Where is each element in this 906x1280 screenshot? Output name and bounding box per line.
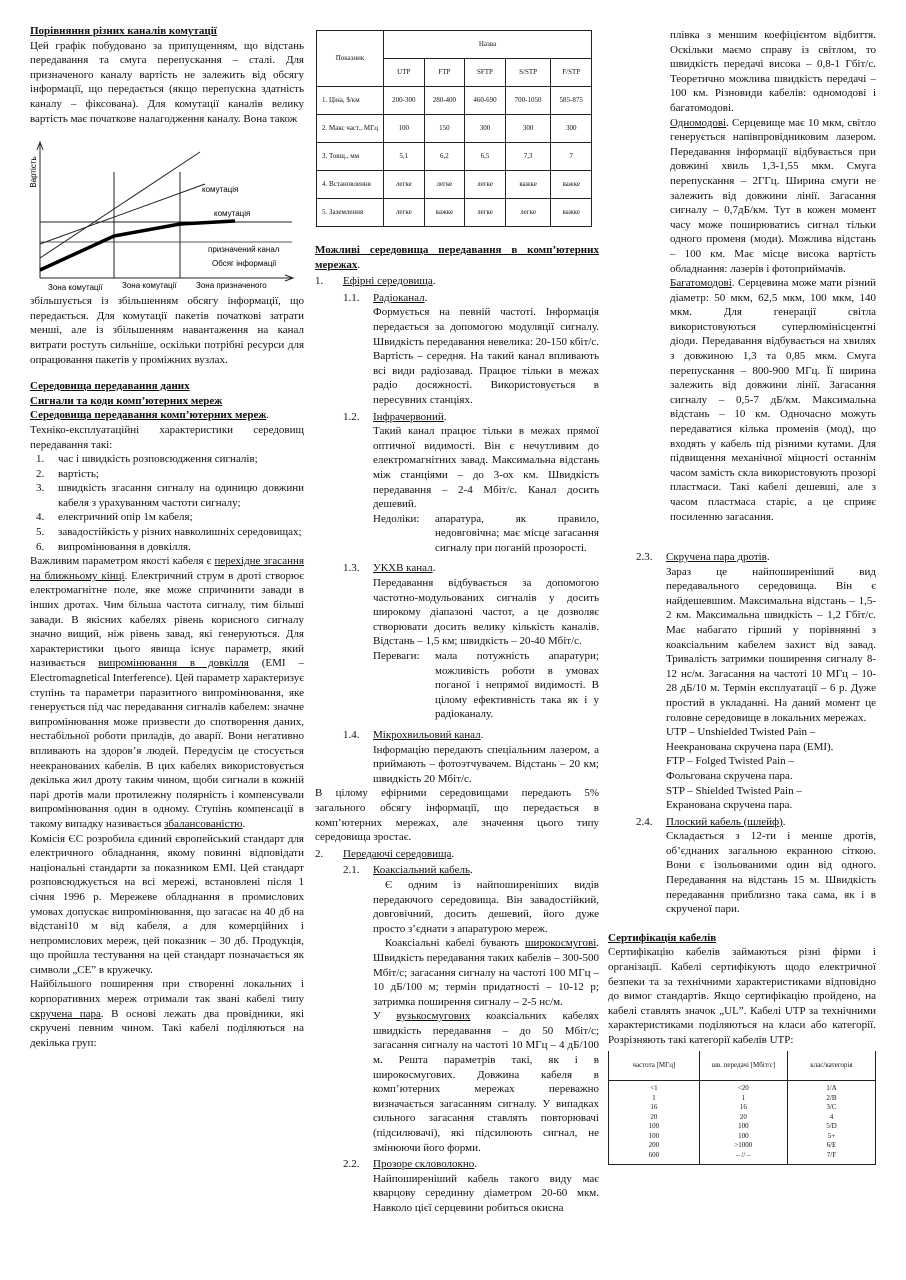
- vhf-advantages: Переваги: мала потужність апаратури; можливість роботи в умовах поганої і непрямої видимості. В цілому ефективність така як і у радіоканалу.: [373, 650, 599, 721]
- column-1: [30, 24, 304, 1050]
- table1-row-label: 4. Встановлення: [317, 171, 384, 199]
- t2-speed-value: <20: [737, 1084, 749, 1093]
- graph-zone-1: Зона комутації: [48, 283, 103, 293]
- table1-cell: 5,1: [384, 143, 425, 171]
- t2-freq-value: 600: [648, 1150, 660, 1159]
- table1-header-name: Назва: [384, 31, 592, 59]
- t2-cls-value: 2/B: [826, 1093, 837, 1102]
- minimum-cost-curve: [40, 221, 235, 270]
- section-1: 1. Ефірні середовища .: [315, 275, 436, 288]
- table1-cell: 300: [465, 115, 506, 143]
- table-row: [317, 143, 592, 171]
- t2-cls-value: 6/E: [826, 1141, 837, 1150]
- t2-cls-value: 7/F: [826, 1150, 837, 1159]
- characteristic-item: 2. вартість;: [36, 467, 99, 480]
- microwave-body: Інформацію передають спеціальним лазером, а приймають – фотоэтчувачем. Відстань – 20 км; швидкість 20 Мбіт/с.: [373, 743, 599, 785]
- heading-network-media: Середовища передавання комп’ютерних мереж.: [30, 409, 270, 422]
- t2-freq-value: 100: [648, 1131, 660, 1140]
- graph-label-dedicated: призначений канал: [208, 245, 280, 255]
- table1-cell: легке: [505, 199, 551, 227]
- fiber-cont: плівка з меншим коефіцієнтом відбиття. Оскільки маємо справу із світлом, то швидкість передачі висока – 0,8-1 Гбіт/с. Теоретично можлива швидкість передачі – 100 км. Різновиди кабелів: одномодові і багатомодові.: [670, 29, 876, 114]
- subsection-1-2: 1.2. Інфрачервоний .: [343, 410, 447, 423]
- radio-body: Формується на певній частоті. Інформація передається за допомогою модуляції сигналу. Швидкість передавання невелика: 20-150 кбіт/с. Вартість – середня. На такий канал впливають всі види радіозавад. Працює тільки в межах радіо досяжності. Використовується в пересувних станціях.: [373, 306, 599, 406]
- subsection-2-4: 2.4. Плоский кабель (шлейф) .: [636, 815, 786, 828]
- t2-freq-value: 100: [648, 1122, 660, 1131]
- graph-ylabel: Вартість: [29, 156, 38, 188]
- utp-def: UTP – Unshielded Twisted Pain – Неекранована скручена пара (EMI).: [666, 726, 834, 753]
- utp-categories-table: [608, 1051, 876, 1166]
- paragraph-ether-summary: В цілому ефірними середовищами передають 5% загального обсягу інформації, що передається в комп’ютерних мережах, але значення цього типу середовища зростає.: [315, 787, 599, 844]
- t2-cls-value: 3/C: [826, 1103, 837, 1112]
- table1-cell: 150: [424, 115, 465, 143]
- subsection-2-3: 2.3. Скручена пара дротів .: [636, 551, 770, 563]
- table1-cell: легке: [424, 171, 465, 199]
- section-2: 2. Передаючі середовища .: [315, 847, 455, 860]
- table1-header-param: Показник: [317, 31, 384, 87]
- paragraph-intro: Цей графік побудовано за припущенням, що відстань передавання та смуга перепускання – сталі. Для призначеного каналу вартість не залежить від обсягу інформації, що передається (якщо перепускна здатність каналу – фіксована). Для комутації каналів велику вартість має початкове налагодження каналу. Вона також: [30, 39, 304, 125]
- table1-cell: 6,5: [465, 143, 506, 171]
- infrared-disadvantages: Недоліки: апаратура, як правило, недовговічна; має місце загасання сигналу при поганій прозорості.: [373, 512, 599, 554]
- characteristic-item: 5. завадостійкість у різних навколишніх середовищах;: [36, 526, 302, 539]
- table1-cell: важке: [551, 171, 592, 199]
- paragraph-ec-standard: Комісія ЄС розробила єдиний європейський стандарт для електричного обладнання, якому повинні відповідати національні стандарти за показником EMI. Цей стандарт розповсюджується на всі мережі, встановлені після 1 січня 1996 р. Мережеве обладнання в промислових умовах допускає випромінювання, що загасає на 40 дб на відстані10 м від кабеля, а для комерційних і непромислових мереж, цей показник – 30 дб. Продукція, що пройшла тестування на цей стандарт позначається як символи „CE” в кружечку.: [30, 832, 304, 976]
- subsection-1-1: 1.1. Радіоканал .: [343, 291, 428, 304]
- table1-cell: важке: [424, 199, 465, 227]
- column-2: [315, 30, 599, 1216]
- multimode-para: Багатомодові. Серцевина може мати різний діаметр: 50 мкм, 62,5 мкм, 100 мкм, 140 мкм. Для генерації світла використовуються суперлюмінісцентні діоди. Передавання відбувається на хвилях з довжиною 1,3 та 0,85 мкм. Смуга перепускання – 800-900 МГц. Її ширина залежить від довжини лінії. Загасання сигналу – 0,5-7 дБ/км. Максимальна відстань – 10 км. Одночасно можуть передаватися кілька променів (мод), що входять у кабель під різними кутами. Для підвищення механічної міцності останнім часом замість скла використовують прозорі пластмаси. Такі кабелі дешевші, але з часом пластмаса старіє, а це сприяє посиленню загасання.: [670, 277, 876, 523]
- paragraph-chars-intro: Техніко-експлуатаційні характеристики середовищ передавання такі:: [30, 423, 304, 451]
- table1-cell: 280-400: [424, 87, 465, 115]
- table1-cell: легке: [384, 171, 425, 199]
- t2-freq-value: 16: [650, 1103, 658, 1112]
- table1-type-header: FTP: [424, 59, 465, 87]
- t2-header-class: клас/категорія: [787, 1051, 875, 1081]
- table1-type-header: UTP: [384, 59, 425, 87]
- graph-zone-3: Зона призначеного: [196, 281, 267, 291]
- table1-cell: 6,2: [424, 143, 465, 171]
- table1-cell: 100: [384, 115, 425, 143]
- t2-cls-value: 5/D: [826, 1122, 837, 1131]
- t2-freq-cell: [609, 1081, 700, 1165]
- table1-cell: 300: [505, 115, 551, 143]
- table1-row-label: 1. Ціна, $/км: [317, 87, 384, 115]
- heading-possible-media: Можливі середовища передавання в комп’ютерних мережах.: [315, 244, 599, 271]
- table1-type-header: F/STP: [551, 59, 592, 87]
- t2-header-speed: шв. передачі [Мбіт/с]: [699, 1051, 787, 1081]
- table1-cell: 200-300: [384, 87, 425, 115]
- stp-def: STP – Shielded Twisted Pain – Екранована скручена пара.: [666, 784, 802, 812]
- graph-label-switching-2: комутація: [214, 209, 251, 219]
- section-title-channels: Порівняння різних каналів комутації: [30, 25, 217, 37]
- column-3: [670, 28, 876, 524]
- twisted-body: Зараз це найпоширеніший вид передавального середовища. Він є найдешевшим. Максимальна відстань – 1,5-2 км. Максимальна швидкість – 1,2 Гбіт/с. Має набагато гірший у порівнянні з коаксіальним кабелем захист від завад. Тривалість затримки поширення сигналу 8-12 нс/м. Загасання на частоті 10 МГц – 10-28 дБ/10 м. Термін експлуатації – 6 р. Дуже простий в укладанні. На даний момент це головне середовище в локальних мережах.: [666, 565, 876, 724]
- characteristic-item: 6. випромінювання в довкілля.: [36, 540, 191, 553]
- table1-row-label: 2. Макс част., МГц: [317, 115, 384, 143]
- t2-speed-value: – // –: [736, 1150, 751, 1159]
- table1-cell: важке: [551, 199, 592, 227]
- coax-body: Є одним із найпоширеніших видів передаючого середовища. Він завадостійкий, довговічний, досить дешевий, його дуже просто з’єднати з апаратурою мереж.: [373, 878, 599, 935]
- ftp-def: FTP – Folged Twisted Pain – Фольгована скручена пара.: [666, 755, 794, 782]
- t2-speed-cell: [699, 1081, 787, 1165]
- t2-freq-value: <1: [650, 1084, 658, 1093]
- table-row: [317, 171, 592, 199]
- table1-cell: 585-875: [551, 87, 592, 115]
- table1-cell: легке: [384, 199, 425, 227]
- table1-cell: 700-1050: [505, 87, 551, 115]
- paragraph-after-graph: збільшується із збільшенням обсягу інформації, що передається. Для комутації пакетів початкові затрати менші, але із збільшенням навантаження на канал витрати ростуть сильніше, оскільки потрібні ресурси для опрацювання пакетів у проміжних вузлах.: [30, 295, 304, 366]
- table1-row-label: 3. Товщ., мм: [317, 143, 384, 171]
- table1-cell: 300: [551, 115, 592, 143]
- table1-cell: важке: [505, 171, 551, 199]
- table-row: [317, 115, 592, 143]
- characteristic-item: 4. електричний опір 1м кабеля;: [36, 511, 193, 524]
- table1-type-header: SFTP: [465, 59, 506, 87]
- table1-cell: 7,3: [505, 143, 551, 171]
- t2-cls-value: 4: [829, 1112, 834, 1121]
- table-row: [317, 87, 592, 115]
- t2-speed-value: 20: [739, 1112, 747, 1121]
- table1-cell: 460-690: [465, 87, 506, 115]
- subsection-2-2: 2.2. Прозоре скловолокно .: [343, 1158, 478, 1171]
- t2-freq-value: 1: [652, 1093, 656, 1102]
- table1-type-header: S/STP: [505, 59, 551, 87]
- table1-cell: легке: [465, 199, 506, 227]
- vhf-body: Передавання відбувається за допомогою частотно-модульованих сигналів у досить широкому діапазоні частот, а це дозволяє створювати досить велику кількість каналів. Відстань – 1,5 км; швидкість – 20-40 Мбіт/с.: [373, 577, 599, 648]
- cable-comparison-table: [316, 30, 592, 227]
- subsection-2-1: 2.1. Коаксіальний кабель .: [343, 864, 473, 877]
- t2-speed-value: >1000: [734, 1141, 753, 1150]
- subsection-1-4: 1.4. Мікрохвильовий канал .: [343, 729, 484, 741]
- column-3-lower: [608, 548, 876, 1165]
- paragraph-twisted-pair: Найбільшого поширення при створенні локальних і корпоративних мереж отримали так звані кабелі типу скручена пара. В основі лежать два провідники, які скручені певним чином. Такі кабелі поділяються на декілька груп:: [30, 978, 305, 1049]
- cost-graph: [30, 132, 304, 292]
- characteristics-list: [30, 452, 304, 554]
- characteristic-item: 3. швидкість згасання сигналу на одиницю довжини кабеля з урахуванням частоти сигналу;: [36, 482, 304, 509]
- heading-media: Середовища передавання даних: [30, 380, 190, 393]
- coax-broadband: Коаксіальні кабелі бувають широкосмугові. Швидкість передавання таких кабелів – 300-500 Мбіт/с; загасання сигналу на частоті 100 МГц – 10 дБ/100 м; термін придатності – 10-12 р; затримка поширення сигналу – 2-5 нс/м.: [373, 937, 599, 1008]
- infrared-body: Такий канал працює тільки в межах прямої оптичної видимості. Він є нечутливим до електромагнітних завад. Максимальна відстань між станціями – до 3-ох км. Швидкість передавання – 2-4 Мбіт/с. Канал досить дешевий.: [373, 425, 599, 511]
- t2-class-cell: [787, 1081, 875, 1165]
- t2-freq-value: 20: [650, 1112, 658, 1121]
- characteristic-item: 1. час і швидкість розповсюдження сигналів;: [36, 453, 258, 466]
- subsection-1-3: 1.3. УКХВ канал .: [343, 562, 436, 575]
- t2-speed-value: 100: [738, 1122, 749, 1131]
- table-row: [317, 199, 592, 227]
- table1-cell: легке: [465, 171, 506, 199]
- t2-freq-value: 200: [648, 1141, 660, 1150]
- t2-cls-value: 1/A: [826, 1084, 837, 1093]
- graph-label-volume: Обсяг інформації: [212, 259, 277, 269]
- t2-speed-value: 1: [741, 1093, 746, 1102]
- t2-speed-value: 16: [739, 1103, 747, 1112]
- graph-label-switching-1: комутація: [202, 185, 239, 195]
- t2-speed-value: 100: [738, 1131, 749, 1140]
- coax-narrowband: У вузькосмугових коаксіальних кабелях швидкість передавання – до 50 Мбіт/с; загасання сигналу на частоті 10 МГц – 4 дБ/100 м. Решта параметрів такі, як і в широкосмугових. Довжина кабеля в комп’ютерних мережах переважно визначається загасанням сигналу. У випадках сильного загасання ставлять повторювачі (підсилювачі), які підсилюють сигнал, не змінюючи його форми.: [373, 1010, 599, 1154]
- certification-body: Сертифікацію кабелів займаються різні фірми і організації. Кабелі сертифікують щодо електричної безпеки та за технічними характеристиками відповідно до вимог стандартів. Якщо сертифікацію пройдено, на кабелі ставлять значок „UL”. Кабелі UTP за технічними характеристиками поділяються на класи або категорії. Розрізняють такі категорії кабелів UTP:: [608, 946, 876, 1046]
- heading-signals: Сигнали та коди комп’ютерних мереж: [30, 394, 223, 407]
- graph-zone-2: Зона комутації: [122, 281, 177, 291]
- paragraph-crosstalk: Важливим параметром якості кабеля є перехідне згасання на ближньому кінці. Електричний струм в дроті створює електромагнітне поле, яке може спричинити завади в інших дротах. Чим більша частота сигналу, тим більші завади. В якісних кабелях рівень корисного сигналу значно вищий, ніж рівень завад, які генеруються. Для характеристики цього явища існує параметр, який називається випромінювання в довкілля (EMI – Electromagnetical Interference). Цей параметр характеризує ступінь та параметри паразитного випромінювання, яке генерується під час передавання сигналів кабелем: значне випромінювання може призвести до спотворення даних, нестабільної роботи приладів, до аварії. Вони негативно впливають на здоров’я людей. Передусім це стосується неекранованих кабелів. В цих кабелях використовується декілька жил дроту таким чином, щоби сигнали в кожній парі дротів мали протилежну полярність і компенсували випромінювання один в одному. Ступінь компенсації в такому випадку називається збалансованістю.: [30, 555, 305, 830]
- t2-cls-value: 5+: [827, 1131, 836, 1140]
- flat-cable-body: Складається з 12-ти і менше дротів, об’єднаних загальною екранною сіткою. Вони є ізольованими один від одного. Передавання на відстань 15 м. Швидкість передавання приблизно така сама, як і в скрученої пари.: [666, 830, 876, 916]
- table1-row-label: 5. Заземлення: [317, 199, 384, 227]
- heading-certification: Сертифікація кабелів: [608, 931, 717, 944]
- t2-header-freq: частота [МГц]: [609, 1051, 700, 1081]
- fiber-body: Найпоширеніший кабель такого виду має кварцову серединну діаметром 20-60 мкм. Навколо цієї серцевини робиться окисна: [373, 1172, 599, 1214]
- monomode-para: Одномодові. Серцевище має 10 мкм, світло генерується напівпровідниковим лазером. Передавання інформації відбувається при довжині хвиль 1,3-1,55 мкм. Смуга перепускання – 2ГГц. Ширина смуги не залежить від довжини лінії. Загасання сигналу – 0,7дБ/км. Тут в кожен момент часу може поширюватись сигнал тільки одного променя (моди). Можлива відстань – 100 км. Має місце висока вартість обладнання: лазерів і фотоприймачів.: [670, 116, 876, 275]
- table1-cell: 7: [551, 143, 592, 171]
